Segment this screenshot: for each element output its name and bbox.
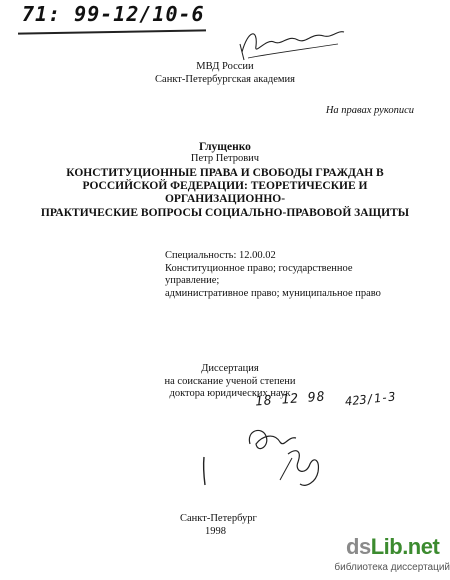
thesis-title: [40, 167, 410, 220]
year: 1998: [205, 526, 226, 537]
logo-part-ds: ds: [346, 534, 371, 559]
vertical-mark: [198, 455, 210, 487]
specialty-block: [165, 250, 405, 300]
author-name: Петр Петрович: [190, 153, 260, 164]
ministry-name: МВД России: [196, 61, 254, 72]
title-line: ПРАКТИЧЕСКИЕ ВОПРОСЫ СОЦИАЛЬНО-ПРАВОВОЙ ЗАЩИТЫ: [40, 206, 410, 219]
title-line: КОНСТИТУЦИОННЫЕ ПРАВА И СВОБОДЫ ГРАЖДАН В: [66, 167, 384, 179]
academy-name: Санкт-Петербургская академия: [155, 74, 295, 85]
handwritten-date: 18 12 98: [254, 389, 327, 410]
top-signature: [238, 24, 348, 64]
author-signature: [240, 414, 340, 494]
manuscript-note: На правах рукописи: [325, 105, 414, 116]
logo-part-net: .net: [402, 534, 440, 559]
dslib-logo: [346, 534, 439, 560]
specialty-line: административное право; муниципальное право: [165, 287, 381, 299]
watermark-tagline: библиотека диссертаций: [334, 562, 450, 573]
file-number-underline: [18, 29, 206, 34]
city: Санкт-Петербург: [180, 513, 257, 524]
degree-line: Диссертация: [201, 363, 259, 374]
specialty-line: Конституционное право; государственное управление;: [165, 262, 353, 286]
specialty-code: Специальность: 12.00.02: [165, 250, 276, 261]
dslib-watermark: [334, 532, 450, 580]
degree-line: доктора юридических наук: [169, 388, 291, 399]
title-line: ОРГАНИЗАЦИОННО-: [164, 193, 286, 206]
handwritten-file-number: 71: 99-12/10-6: [22, 2, 205, 26]
degree-line: на соискание ученой степени: [164, 375, 296, 387]
title-line: РОССИЙСКОЙ ФЕДЕРАЦИИ: ТЕОРЕТИЧЕСКИЕ И: [82, 180, 368, 193]
logo-part-lib: Lib: [370, 534, 403, 559]
author-surname: Глущенко: [199, 141, 251, 153]
handwritten-reference: 423/1-3: [344, 389, 397, 409]
